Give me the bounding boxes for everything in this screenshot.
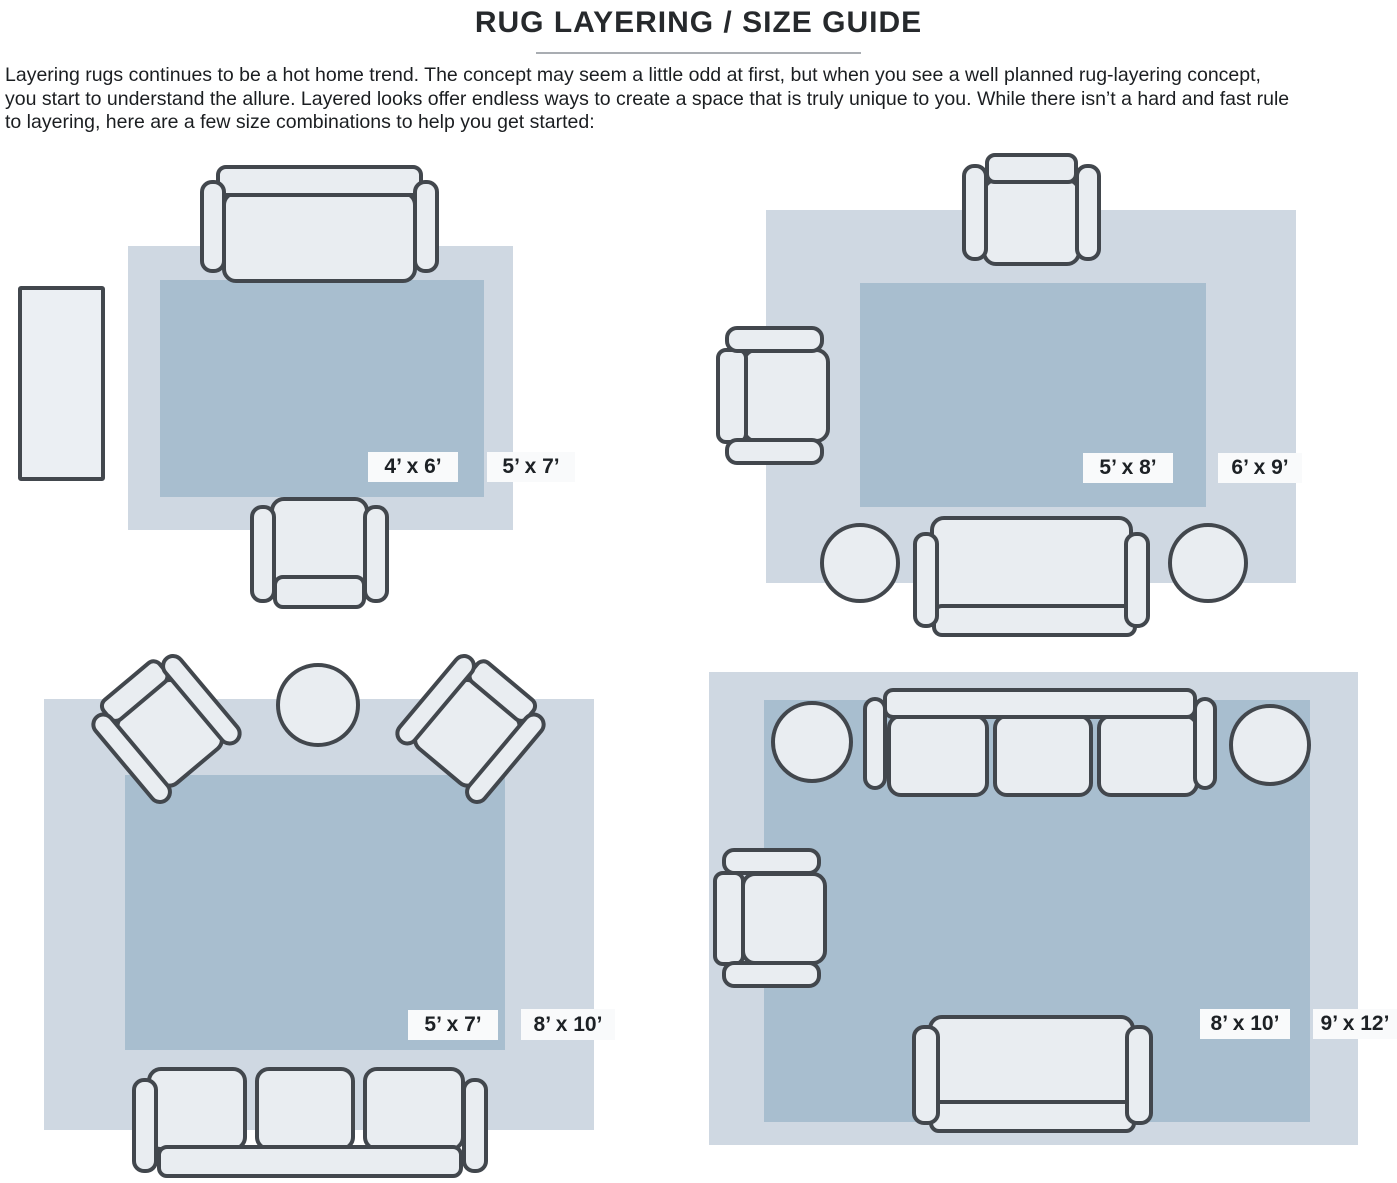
- rug-size-label-inner: 4’ x 6’: [368, 452, 458, 482]
- sofa-three-seat-top: [863, 688, 1217, 797]
- sofa-arm-left: [132, 1078, 158, 1173]
- rug-size-label-inner: 5’ x 8’: [1083, 453, 1173, 483]
- armchair-arm-bottom: [722, 961, 821, 988]
- sofa-cushion-1: [887, 714, 989, 797]
- armchair-back: [985, 153, 1078, 184]
- round-table-top: [1229, 704, 1311, 786]
- armchair-seat: [741, 872, 827, 965]
- sofa-back: [216, 165, 423, 197]
- sofa-seat: [930, 516, 1133, 610]
- sofa-bottom: [912, 1015, 1153, 1133]
- sofa-arm-right: [1125, 1025, 1153, 1125]
- armchair-top: [962, 153, 1100, 268]
- rug-size-label-inner: 5’ x 7’: [408, 1010, 498, 1040]
- round-table-top: [276, 663, 360, 747]
- sofa-cushion-3: [1097, 714, 1199, 797]
- armchair-left: [716, 326, 830, 465]
- armchair-arm-right: [363, 505, 389, 603]
- sofa-back: [932, 604, 1137, 637]
- sofa-cushion-1: [147, 1067, 247, 1151]
- rug-size-label-inner: 8’ x 10’: [1200, 1009, 1290, 1039]
- sofa-arm-left: [912, 1025, 940, 1125]
- sofa-cushion-3: [363, 1067, 465, 1151]
- intro-line-1: Layering rugs continues to be a hot home trend. The concept may seem a little odd at first, but when you see a well planned rug-layering concept,: [5, 64, 1261, 86]
- armchair-back: [713, 871, 745, 966]
- round-table-right: [1168, 523, 1248, 603]
- intro-line-3: to layering, here are a few size combinations to help you get started:: [5, 111, 595, 133]
- armchair-back: [716, 348, 748, 444]
- sofa-back: [883, 688, 1197, 719]
- armchair-seat: [742, 348, 830, 443]
- rug-size-label-outer: 9’ x 12’: [1313, 1009, 1397, 1039]
- armchair-back: [273, 575, 366, 609]
- armchair-left: [713, 848, 828, 988]
- sofa-three-seat: [132, 1067, 488, 1178]
- intro-line-2: you start to understand the allure. Layered looks offer endless ways to create a space that is truly unique to you. While there isn’t a hard and fast rule: [5, 87, 1290, 110]
- armchair-arm-top: [722, 848, 821, 875]
- side-table: [18, 286, 105, 481]
- round-table-top: [1168, 523, 1248, 603]
- round-table: [276, 663, 360, 747]
- sofa-cushion-2: [993, 714, 1093, 797]
- rug-size-label-outer: 5’ x 7’: [487, 452, 575, 482]
- round-table-top: [771, 701, 853, 783]
- inner-rug-5x7: [125, 775, 505, 1050]
- sofa-back: [929, 1100, 1136, 1133]
- rug-size-label-outer: 8’ x 10’: [521, 1009, 615, 1040]
- sofa-arm-right: [462, 1078, 488, 1173]
- sofa-arm-left: [200, 180, 226, 273]
- rug-size-label-outer: 6’ x 9’: [1218, 453, 1302, 483]
- sofa-seat: [928, 1015, 1135, 1107]
- round-table-left: [820, 523, 900, 603]
- sofa: [200, 165, 439, 283]
- armchair: [250, 497, 389, 613]
- armchair-arm-right: [1075, 164, 1101, 261]
- title-underline: [536, 52, 861, 54]
- sofa-arm-left: [913, 532, 939, 628]
- armchair-arm-top: [725, 326, 824, 353]
- round-table-left: [771, 701, 853, 783]
- sofa-arm-right: [1193, 697, 1217, 790]
- sofa-cushion-2: [255, 1067, 355, 1151]
- sofa: [913, 516, 1150, 638]
- sofa-arm-right: [413, 180, 439, 273]
- round-table-right: [1229, 704, 1311, 786]
- sofa-seat: [222, 191, 417, 283]
- round-table-top: [820, 523, 900, 603]
- armchair-seat: [982, 178, 1081, 266]
- armchair-arm-left: [250, 505, 276, 603]
- armchair-arm-left: [962, 164, 988, 261]
- armchair-arm-bottom: [725, 438, 824, 465]
- sofa-arm-left: [863, 697, 887, 790]
- sofa-arm-right: [1124, 532, 1150, 628]
- page-title: RUG LAYERING / SIZE GUIDE: [474, 6, 923, 39]
- intro-paragraph: [5, 64, 1395, 135]
- sofa-back: [157, 1145, 463, 1178]
